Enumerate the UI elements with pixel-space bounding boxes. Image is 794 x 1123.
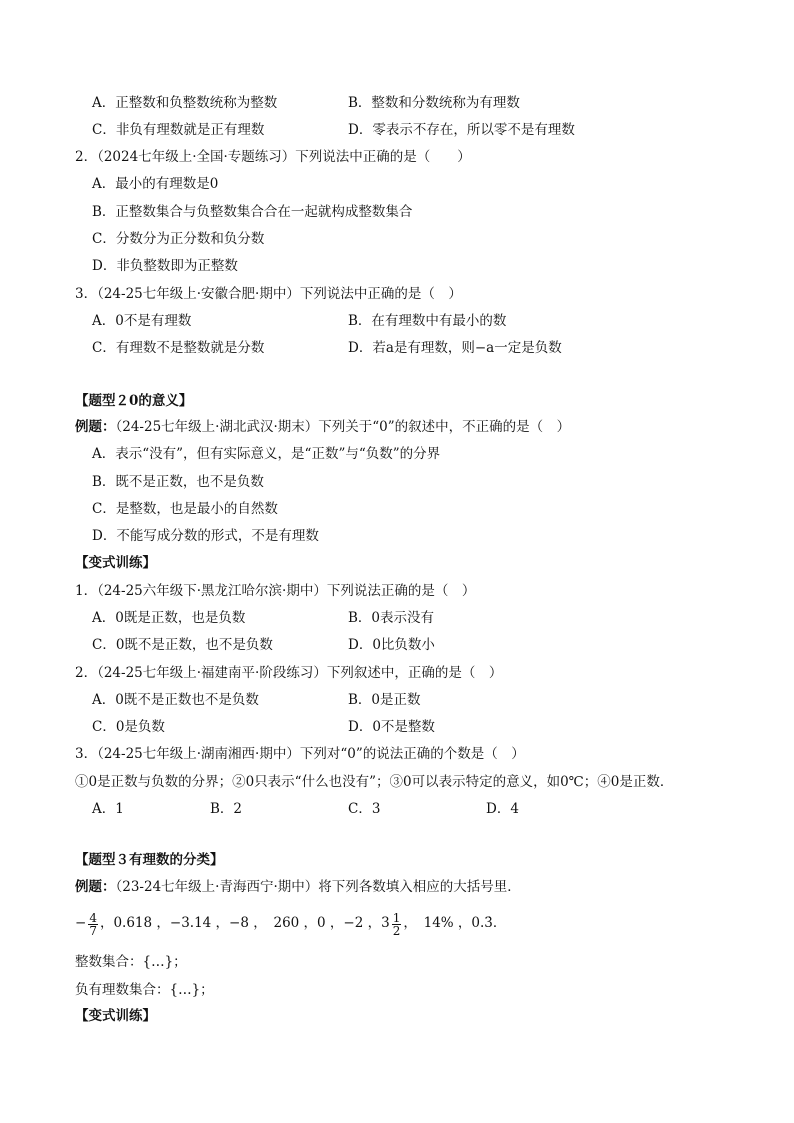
example-stem: （24-25七年级上·湖北武汉·期末）下列关于“0”的叙述中，不正确的是（ ） (115, 419, 571, 435)
example-2 (75, 421, 570, 435)
p3-option-d: D．4 (486, 801, 519, 817)
ex2-option-c: C．是整数，也是最小的自然数 (92, 501, 278, 517)
example-stem: （23-24七年级上·青海西宁·期中）将下列各数填入相应的大括号里． (115, 879, 521, 895)
p2-option-a: A．0既不是正数也不是负数 (92, 692, 259, 708)
fraction-four-sevenths (88, 912, 98, 937)
fraction-denominator: 2 (392, 923, 401, 938)
p1-option-a: A．0既是正数，也是负数 (92, 610, 246, 626)
option-c: C．非负有理数就是正有理数 (92, 122, 265, 138)
p1-option-c: C．0既不是正数，也不是负数 (92, 637, 273, 653)
integer-set: 整数集合：{…}； (75, 954, 187, 970)
fraction-denominator: 7 (89, 923, 97, 938)
p2-option-b: B．0是正数 (348, 692, 421, 708)
p3-option-c: C．3 (348, 801, 381, 817)
example-3 (75, 881, 521, 895)
ex2-option-b: B．既不是正数，也不是负数 (92, 474, 264, 490)
option-a: A．正整数和负整数统称为整数 (92, 95, 278, 111)
question-3-stem: 3．（24-25七年级上·安徽合肥·期中）下列说法中正确的是（ ） (75, 286, 462, 302)
example-label: 例题： (75, 879, 116, 895)
fraction-numerator: 4 (89, 910, 97, 925)
q3-option-c: C．有理数不是整数就是分数 (92, 340, 265, 356)
practice-heading: 【变式训练】 (75, 555, 156, 571)
section-heading-type-3: 【题型３有理数的分类】 (75, 852, 224, 868)
p2-option-d: D．0不是整数 (348, 719, 435, 735)
practice-heading-3: 【变式训练】 (75, 1008, 156, 1024)
q2-option-c: C．分数分为正分数和负分数 (92, 231, 265, 247)
p3-option-b: B．2 (210, 801, 243, 817)
q2-option-d: D．非负整数即为正整数 (92, 258, 238, 274)
q3-option-b: B．在有理数中有最小的数 (348, 313, 507, 329)
fraction-numerator: 1 (392, 910, 401, 925)
practice-3-statements: ①0是正数与负数的分界；②0只表示“什么也没有”；③0可以表示特定的意义，如0℃；④0是正数． (75, 774, 674, 790)
p1-option-b: B．0表示没有 (348, 610, 435, 626)
p3-option-a: A．1 (92, 801, 124, 817)
fraction-one-half (392, 912, 402, 937)
section-heading-type-2: 【题型２0的意义】 (75, 393, 193, 409)
negative-rational-set: 负有理数集合：{…}； (75, 982, 214, 998)
practice-1-stem: 1．（24-25六年级下·黑龙江哈尔滨·期中）下列说法正确的是（ ） (75, 583, 476, 599)
number-list-end: ， 14% ，0.3̇． (403, 915, 507, 932)
number-list (75, 906, 506, 942)
option-d: D．零表示不存在，所以零不是有理数 (348, 122, 575, 138)
p1-option-d: D．0比负数小 (348, 637, 435, 653)
practice-3-stem: 3．（24-25七年级上·湖南湘西·期中）下列对“0”的说法正确的个数是（ ） (75, 746, 525, 762)
q2-option-b: B．正整数集合与负整数集合合在一起就构成整数集合 (92, 204, 413, 220)
minus-sign: − (75, 915, 87, 932)
ex2-option-a: A．表示“没有”，但有实际意义，是“正数”与“负数”的分界 (92, 446, 441, 462)
q3-option-a: A．0不是有理数 (92, 313, 192, 329)
p2-option-c: C．0是负数 (92, 719, 165, 735)
example-label: 例题： (75, 419, 116, 435)
q2-option-a: A．最小的有理数是0 (92, 176, 219, 192)
ex2-option-d: D．不能写成分数的形式，不是有理数 (92, 528, 319, 544)
option-b: B．整数和分数统称为有理数 (348, 95, 520, 111)
q3-option-d: D．若a是有理数，则−a一定是负数 (348, 340, 562, 356)
question-2-stem: 2．（2024七年级上·全国·专题练习）下列说法中正确的是（ ） (75, 149, 471, 165)
practice-2-stem: 2．（24-25七年级上·福建南平·阶段练习）下列叙述中，正确的是（ ） (75, 665, 503, 681)
number-list-middle: ，0.618 ，−3.14 ，−8 ， 260 ，0 ，−2 ，3 (99, 915, 390, 932)
